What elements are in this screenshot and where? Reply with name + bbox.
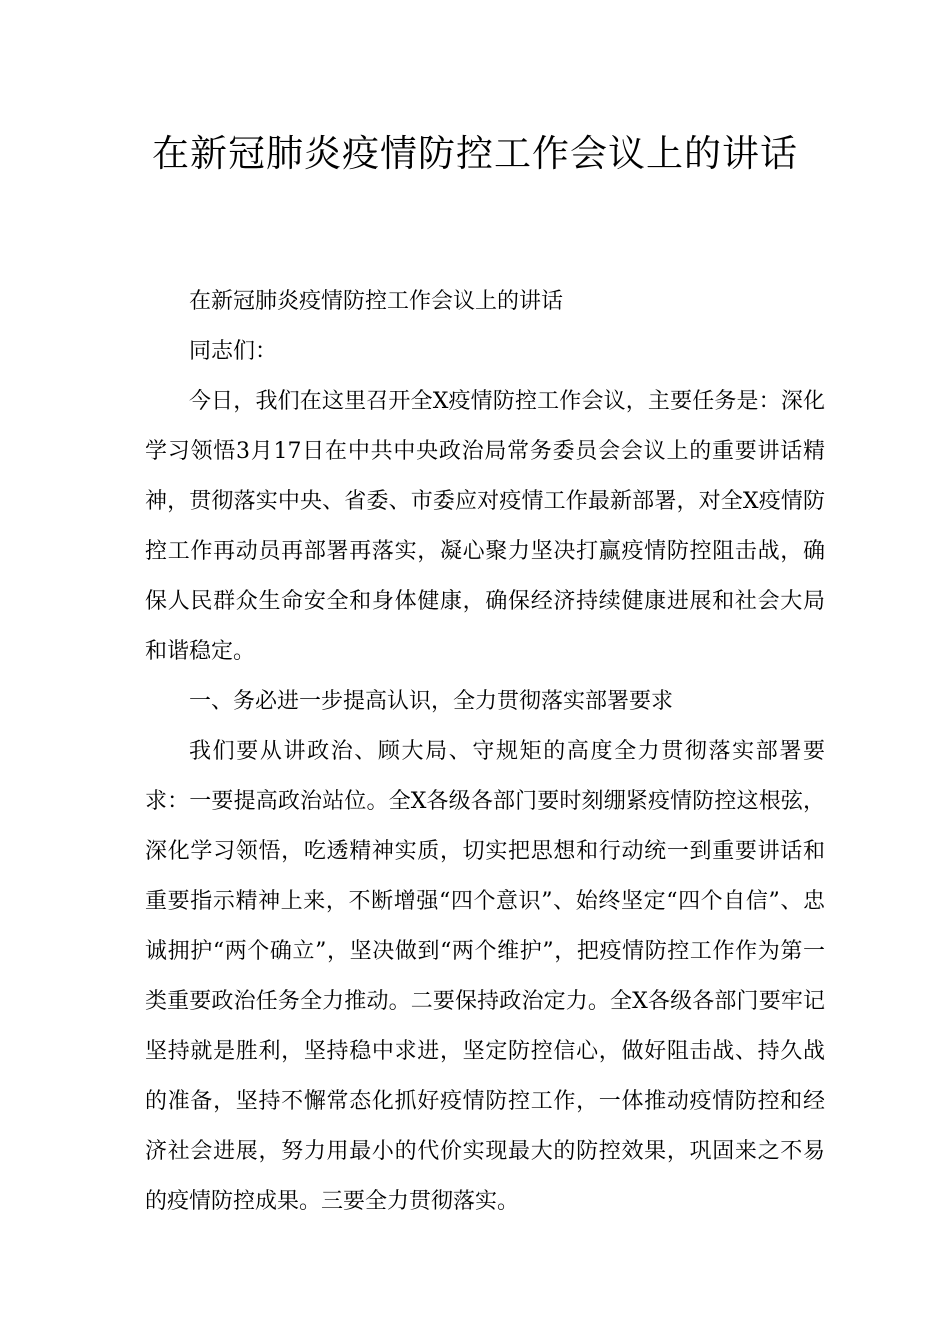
section-paragraph: 我们要从讲政治、顾大局、守规矩的高度全力贯彻落实部署要求：一要提高政治站位。全X各级各部门要时刻绷紧疫情防控这根弦，深化学习领悟，吃透精神实质，切实把思想和行动统一到重要讲话和重要指示精神上来，不断增强“四个意识”、始终坚定“四个自信”、忠诚拥护“两个确立”，坚决做到“两个维护”，把疫情防控工作作为第一类重要政治任务全力推动。二要保持政治定力。全X各级各部门要牢记坚持就是胜利，坚持稳中求进，坚定防控信心，做好阻击战、持久战的准备，坚持不懈常态化抓好疫情防控工作，一体推动疫情防控和经济社会进展，努力用最小的代价实现最大的防控效果，巩固来之不易的疫情防控成果。三要全力贯彻落实。	[145, 739, 825, 1214]
salutation: 同志们：	[189, 339, 278, 364]
document-title: 在新冠肺炎疫情防控工作会议上的讲话	[152, 132, 798, 175]
intro-paragraph: 今日，我们在这里召开全X疫情防控工作会议，主要任务是：深化学习领悟3月17日在中共中央政治局常务委员会会议上的重要讲话精神，贯彻落实中央、省委、市委应对疫情工作最新部署，对全X疫情防控工作再动员再部署再落实，凝心聚力坚决打赢疫情防控阻击战，确保人民群众生命安全和身体健康，确保经济持续健康进展和社会大局和谐稳定。	[145, 389, 825, 664]
section-heading: 一、务必进一步提高认识，全力贯彻落实部署要求	[189, 689, 674, 714]
document-body	[145, 277, 825, 1227]
subtitle-line: 在新冠肺炎疫情防控工作会议上的讲话	[189, 289, 564, 314]
